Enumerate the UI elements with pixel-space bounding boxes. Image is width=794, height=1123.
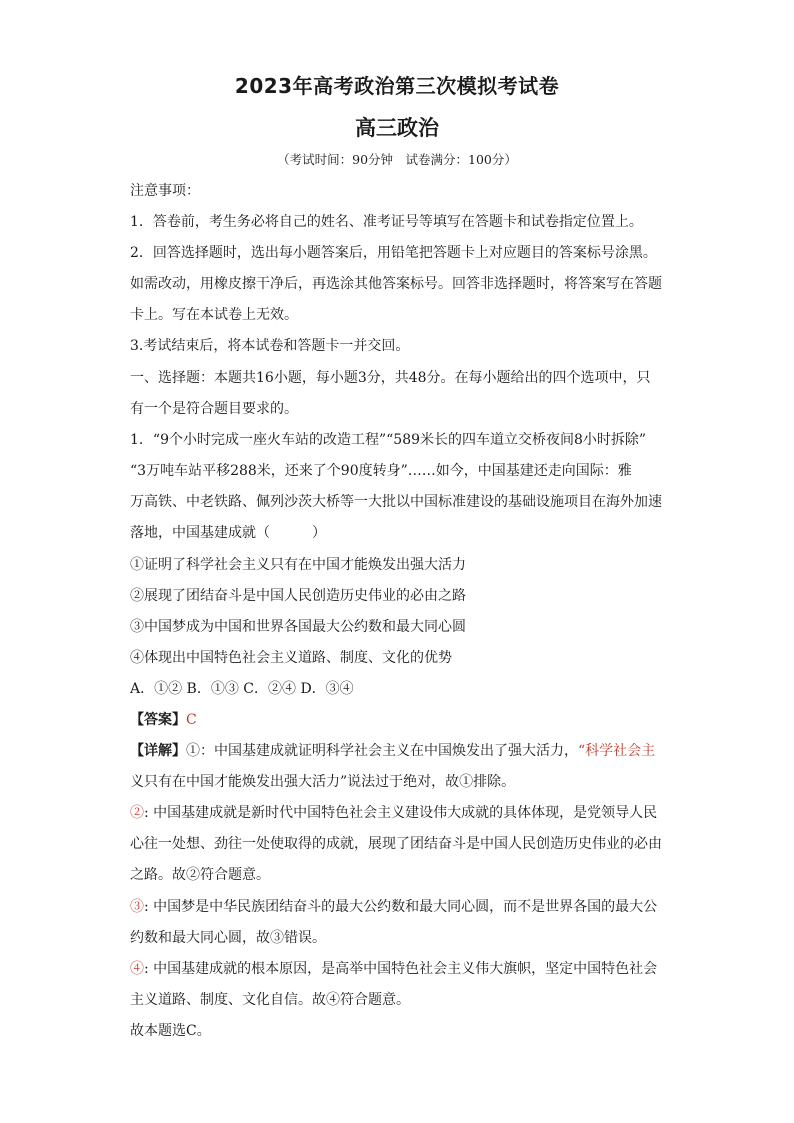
question1-line4: 落地，中国基建成就（ ） bbox=[130, 525, 326, 541]
explanation-p3-text: : 中国梦是中华民族团结奋斗的最大公约数和最大同心圆，而不是世界各国的最大公 bbox=[144, 899, 658, 915]
explanation-p1-quote: “科学社会主 bbox=[578, 743, 656, 759]
explanation-p2-text: : 中国基建成就是新时代中国特色社会主义建设伟大成就的具体体现，是党领导人民 bbox=[144, 805, 658, 821]
explanation-p4-mark: ④ bbox=[130, 961, 144, 977]
explanation-p2-line1 bbox=[130, 804, 670, 822]
question1-option-4: ④体现出中国特色社会主义道路、制度、文化的优势 bbox=[130, 650, 452, 666]
notice-item-2-line1: 2．回答选择题时，选出每小题答案后，用铅笔把答题卡上对应题目的答案标号涂黑。 bbox=[130, 245, 657, 261]
exam-info: （考试时间：90分钟 试卷满分：100分） bbox=[277, 152, 517, 167]
question1-line1: 1．“9个小时完成一座火车站的改造工程”“589米长的四车道立交桥夜间8小时拆除” bbox=[130, 432, 647, 448]
explanation-p3-line2: 约数和最大同心圆，故③错误。 bbox=[130, 930, 326, 946]
notice-item-2-line3: 卡上。写在本试卷上无效。 bbox=[130, 307, 298, 323]
explanation-p2-line2: 心往一处想、劲往一处使取得的成就，展现了团结奋斗是中国人民创造历史伟业的必由 bbox=[130, 836, 662, 852]
explanation-p4-line1 bbox=[130, 960, 670, 978]
explanation-p2-mark: ② bbox=[130, 805, 144, 821]
notice-item-2-line2: 如需改动，用橡皮擦干净后，再选涂其他答案标号。回答非选择题时，将答案写在答题 bbox=[130, 276, 662, 292]
question1-line3: 万高铁、中老铁路、佩列沙茨大桥等一大批以中国标准建设的基础设施项目在海外加速 bbox=[130, 494, 662, 510]
question1-option-3: ③中国梦成为中国和世界各国最大公约数和最大同心圆 bbox=[130, 619, 466, 635]
question1-option-2: ②展现了团结奋斗是中国人民创造历史伟业的必由之路 bbox=[130, 588, 466, 604]
question1-option-1: ①证明了科学社会主义只有在中国才能焕发出强大活力 bbox=[130, 557, 466, 573]
question1-line2: “3万吨车站平移288米，还来了个90度转身”……如今，中国基建还走向国际：雅 bbox=[130, 463, 632, 479]
notice-item-3: 3.考试结束后，将本试卷和答题卡一并交回。 bbox=[130, 338, 410, 354]
notice-item-1: 1．答卷前，考生务必将自己的姓名、准考证号等填写在答题卡和试卷指定位置上。 bbox=[130, 214, 643, 230]
question1-choices: A．①② B．①③ C．②④ D．③④ bbox=[130, 681, 354, 697]
exam-subtitle: 高三政治 bbox=[355, 116, 439, 140]
answer-value: C bbox=[186, 712, 197, 728]
explanation-p4-text: : 中国基建成就的根本原因，是高举中国特色社会主义伟大旗帜，坚定中国特色社会 bbox=[144, 961, 658, 977]
exam-title: 2023年高考政治第三次模拟考试卷 bbox=[234, 74, 560, 98]
explanation-line1 bbox=[130, 742, 670, 760]
section1-line2: 有一个是符合题目要求的。 bbox=[130, 401, 298, 417]
answer-label: 【答案】 bbox=[130, 712, 186, 728]
explanation-conclusion: 故本题选C。 bbox=[130, 1023, 211, 1039]
explanation-label: 【详解】 bbox=[130, 743, 186, 759]
notice-heading: 注意事项： bbox=[130, 183, 200, 199]
section1-line1: 一、选择题：本题共16小题，每小题3分，共48分。在每小题给出的四个选项中，只 bbox=[130, 370, 651, 386]
explanation-p2-line3: 之路。故②符合题意。 bbox=[130, 867, 270, 883]
answer-line bbox=[130, 711, 670, 729]
explanation-p3-mark: ③ bbox=[130, 899, 144, 915]
explanation-p1-text: ①：中国基建成就证明科学社会主义在中国焕发出了强大活力， bbox=[186, 743, 578, 759]
explanation-p4-line2: 主义道路、制度、文化自信。故④符合题意。 bbox=[130, 992, 410, 1008]
explanation-p3-line1 bbox=[130, 898, 670, 916]
explanation-p1-line2: 义只有在中国才能焕发出强大活力”说法过于绝对，故①排除。 bbox=[130, 774, 516, 790]
